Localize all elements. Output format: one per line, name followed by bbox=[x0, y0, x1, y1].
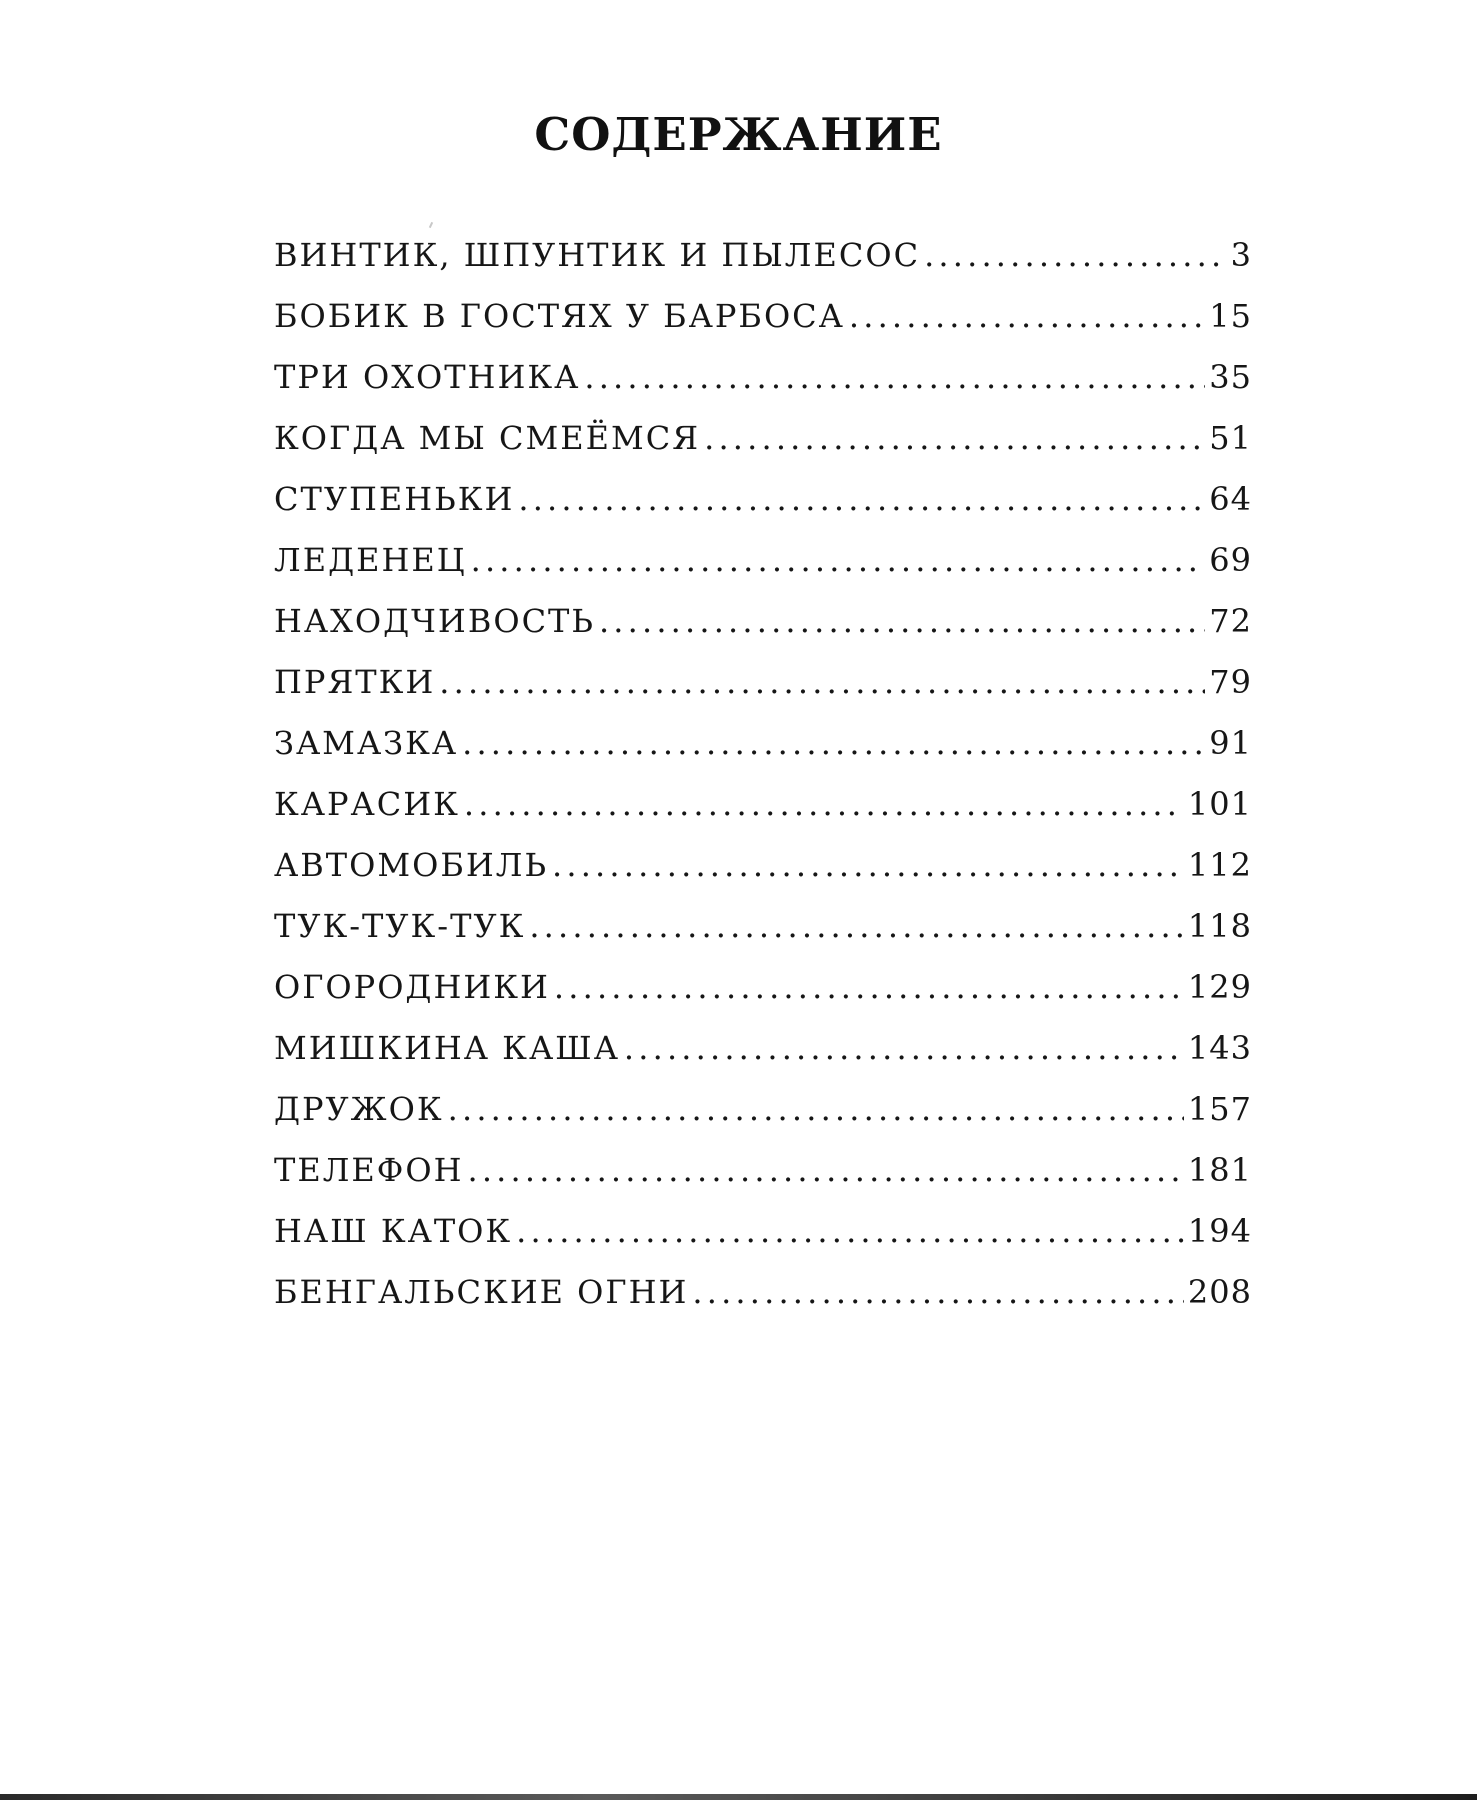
toc-entry-title: ЛЕДЕНЕЦ bbox=[274, 541, 467, 579]
toc-dot-leader bbox=[849, 297, 1205, 335]
toc-entry-page: 15 bbox=[1209, 297, 1252, 335]
toc-dot-leader bbox=[516, 1212, 1184, 1250]
toc-entry-title: КОГДА МЫ СМЕЁМСЯ bbox=[274, 419, 701, 457]
toc-entry-title: ТРИ ОХОТНИКА bbox=[274, 358, 581, 396]
toc-entry-title: АВТОМОБИЛЬ bbox=[274, 846, 549, 884]
toc-entry-page: 208 bbox=[1187, 1273, 1252, 1311]
toc-entry-page: 3 bbox=[1230, 236, 1252, 274]
toc-entry-title: ОГОРОДНИКИ bbox=[274, 968, 550, 1006]
toc-dot-leader bbox=[464, 785, 1184, 823]
toc-entry-title: ТУК-ТУК-ТУК bbox=[274, 907, 526, 945]
toc-entry-page: 79 bbox=[1209, 663, 1252, 701]
toc-dot-leader bbox=[529, 907, 1184, 945]
toc-entry-title: НАХОДЧИВОСТЬ bbox=[274, 602, 595, 640]
toc-entry bbox=[274, 297, 1252, 358]
toc-entry-page: 157 bbox=[1187, 1090, 1252, 1128]
toc-entry-title: ПРЯТКИ bbox=[274, 663, 436, 701]
toc-dot-leader bbox=[554, 968, 1184, 1006]
toc-entry bbox=[274, 968, 1252, 1029]
toc-entry-page: 101 bbox=[1187, 785, 1252, 823]
toc-entry-title: ЗАМАЗКА bbox=[274, 724, 459, 762]
toc-entry-page: 181 bbox=[1187, 1151, 1252, 1189]
toc-entry-title: МИШКИНА КАША bbox=[274, 1029, 620, 1067]
toc-entry-page: 35 bbox=[1209, 358, 1252, 396]
toc-entry-page: 129 bbox=[1187, 968, 1252, 1006]
page-title: СОДЕРЖАНИЕ bbox=[534, 108, 943, 161]
toc-entry bbox=[274, 1090, 1252, 1151]
toc-dot-leader bbox=[471, 541, 1206, 579]
toc-entry bbox=[274, 663, 1252, 724]
toc-entry-title: БОБИК В ГОСТЯХ У БАРБОСА bbox=[274, 297, 845, 335]
toc-entry-page: 51 bbox=[1209, 419, 1252, 457]
toc-dot-leader bbox=[624, 1029, 1184, 1067]
toc-entry bbox=[274, 541, 1252, 602]
toc-dot-leader bbox=[439, 663, 1205, 701]
toc-dot-leader bbox=[462, 724, 1205, 762]
toc-entry bbox=[274, 1273, 1252, 1334]
toc-entry bbox=[274, 358, 1252, 419]
toc-entry bbox=[274, 236, 1252, 297]
toc-entry-page: 72 bbox=[1209, 602, 1252, 640]
toc-entry-title: ВИНТИК, ШПУНТИК И ПЫЛЕСОС bbox=[274, 236, 921, 274]
toc-dot-leader bbox=[552, 846, 1184, 884]
toc-dot-leader bbox=[518, 480, 1205, 518]
toc-entry bbox=[274, 1151, 1252, 1212]
scan-bottom-edge bbox=[0, 1794, 1477, 1800]
toc-entry bbox=[274, 1029, 1252, 1090]
toc-entry-title: ТЕЛЕФОН bbox=[274, 1151, 464, 1189]
toc-entry-title: НАШ КАТОК bbox=[274, 1212, 513, 1250]
toc-dot-leader bbox=[692, 1273, 1184, 1311]
toc-entry-page: 143 bbox=[1187, 1029, 1252, 1067]
toc-dot-leader bbox=[467, 1151, 1183, 1189]
toc-entry-page: 118 bbox=[1187, 907, 1252, 945]
table-of-contents bbox=[274, 236, 1252, 1334]
toc-entry bbox=[274, 846, 1252, 907]
toc-dot-leader bbox=[584, 358, 1205, 396]
toc-entry-title: КАРАСИК bbox=[274, 785, 460, 823]
toc-entry-page: 69 bbox=[1209, 541, 1252, 579]
toc-entry bbox=[274, 602, 1252, 663]
toc-entry-page: 64 bbox=[1209, 480, 1252, 518]
toc-entry bbox=[274, 1212, 1252, 1273]
toc-entry bbox=[274, 907, 1252, 968]
toc-entry bbox=[274, 785, 1252, 846]
toc-entry-title: БЕНГАЛЬСКИЕ ОГНИ bbox=[274, 1273, 689, 1311]
toc-entry-page: 112 bbox=[1187, 846, 1252, 884]
toc-entry bbox=[274, 724, 1252, 785]
toc-dot-leader bbox=[448, 1090, 1184, 1128]
toc-entry-title: ДРУЖОК bbox=[274, 1090, 444, 1128]
toc-dot-leader bbox=[924, 236, 1227, 274]
toc-dot-leader bbox=[599, 602, 1205, 640]
scan-speck bbox=[429, 222, 433, 228]
toc-entry-page: 194 bbox=[1187, 1212, 1252, 1250]
toc-dot-leader bbox=[704, 419, 1205, 457]
toc-entry-title: СТУПЕНЬКИ bbox=[274, 480, 515, 518]
toc-entry bbox=[274, 480, 1252, 541]
toc-entry-page: 91 bbox=[1209, 724, 1252, 762]
toc-entry bbox=[274, 419, 1252, 480]
